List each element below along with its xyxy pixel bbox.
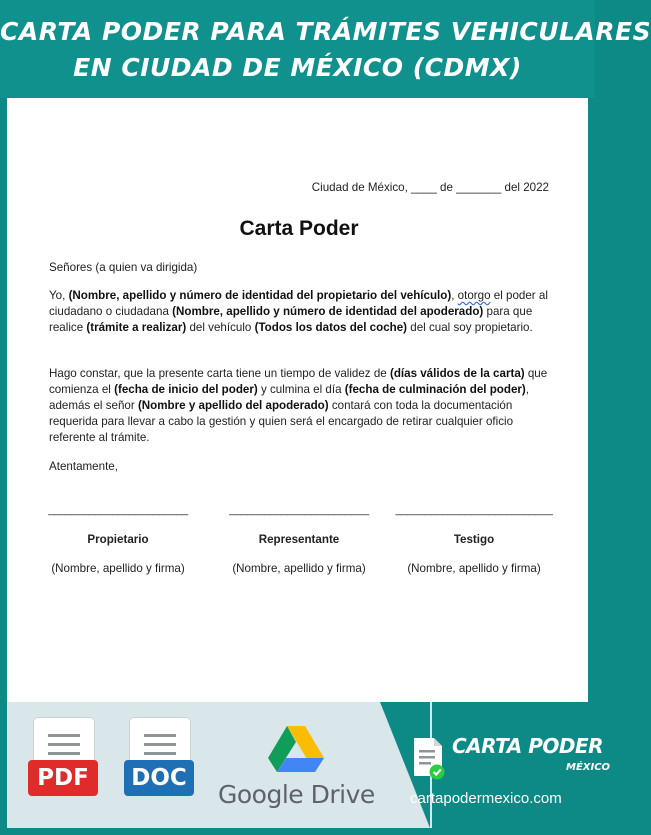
signature-block-representative [219, 502, 379, 577]
signature-line: ________________________ [229, 504, 369, 516]
document-check-icon [412, 736, 446, 780]
header-title-line2: EN CIUDAD DE MÉXICO (CDMX) [73, 53, 522, 82]
signature-line: ________________________ [48, 504, 188, 516]
signature-role: Testigo [453, 533, 495, 546]
google-drive-label: Google Drive [218, 780, 375, 809]
signature-block-witness [394, 502, 554, 577]
signature-row [48, 502, 553, 575]
brand-subtitle: MÉXICO [566, 762, 611, 773]
brand-name: CARTA PODER [452, 734, 604, 758]
website-link[interactable]: cartapodermexico.com [410, 790, 562, 807]
signature-block-owner [47, 502, 189, 577]
header-banner [0, 0, 651, 98]
signature-line: ___________________________ [395, 504, 553, 516]
pdf-download-icon[interactable] [28, 718, 98, 810]
doc-label: DOC [124, 760, 194, 796]
closing: Atentamente, [49, 460, 118, 473]
google-drive-icon [268, 724, 324, 772]
signature-hint: (Nombre, apellido y firma) [51, 562, 185, 575]
signature-role: Representante [258, 533, 340, 546]
signature-hint: (Nombre, apellido y firma) [232, 562, 366, 575]
greeting: Señores (a quien va dirigida) [49, 261, 198, 274]
doc-download-icon[interactable] [124, 718, 194, 810]
signature-hint: (Nombre, apellido y firma) [407, 562, 541, 575]
google-drive-link[interactable] [218, 724, 373, 814]
spellcheck-word: otorgo [457, 289, 491, 302]
header-title-line1: CARTA PODER PARA TRÁMITES VEHICULARES [0, 17, 651, 46]
date-line: Ciudad de México, ____ de _______ del 2022 [311, 181, 549, 194]
signature-role: Propietario [87, 533, 149, 546]
paragraph-validity: Hago constar, que la presente carta tiene un tiempo de validez de (días válidos de la carta) que comienza el (fecha de inicio del poder) y culmina el día (fecha de culminación del poder), además el señor (Nombre y apellido del apoderado) contará con toda la documentación requerida para llevar a cabo la gestión y quien será el encargado de retirar cualquier oficio referente al trámite. [49, 367, 548, 444]
paragraph-grant: Yo, (Nombre, apellido y número de identidad del propietario del vehículo), otorgo el poder al ciudadano o ciudadana (Nombre, apellido y número de identidad del apoderado) para que realice (trámite a realizar) del vehículo (Todos los datos del coche) del cual soy propietario. [49, 289, 548, 334]
pdf-label: PDF [28, 760, 98, 796]
document-page [7, 98, 588, 702]
footer-banner [0, 702, 611, 835]
document-title: Carta Poder [239, 217, 359, 240]
